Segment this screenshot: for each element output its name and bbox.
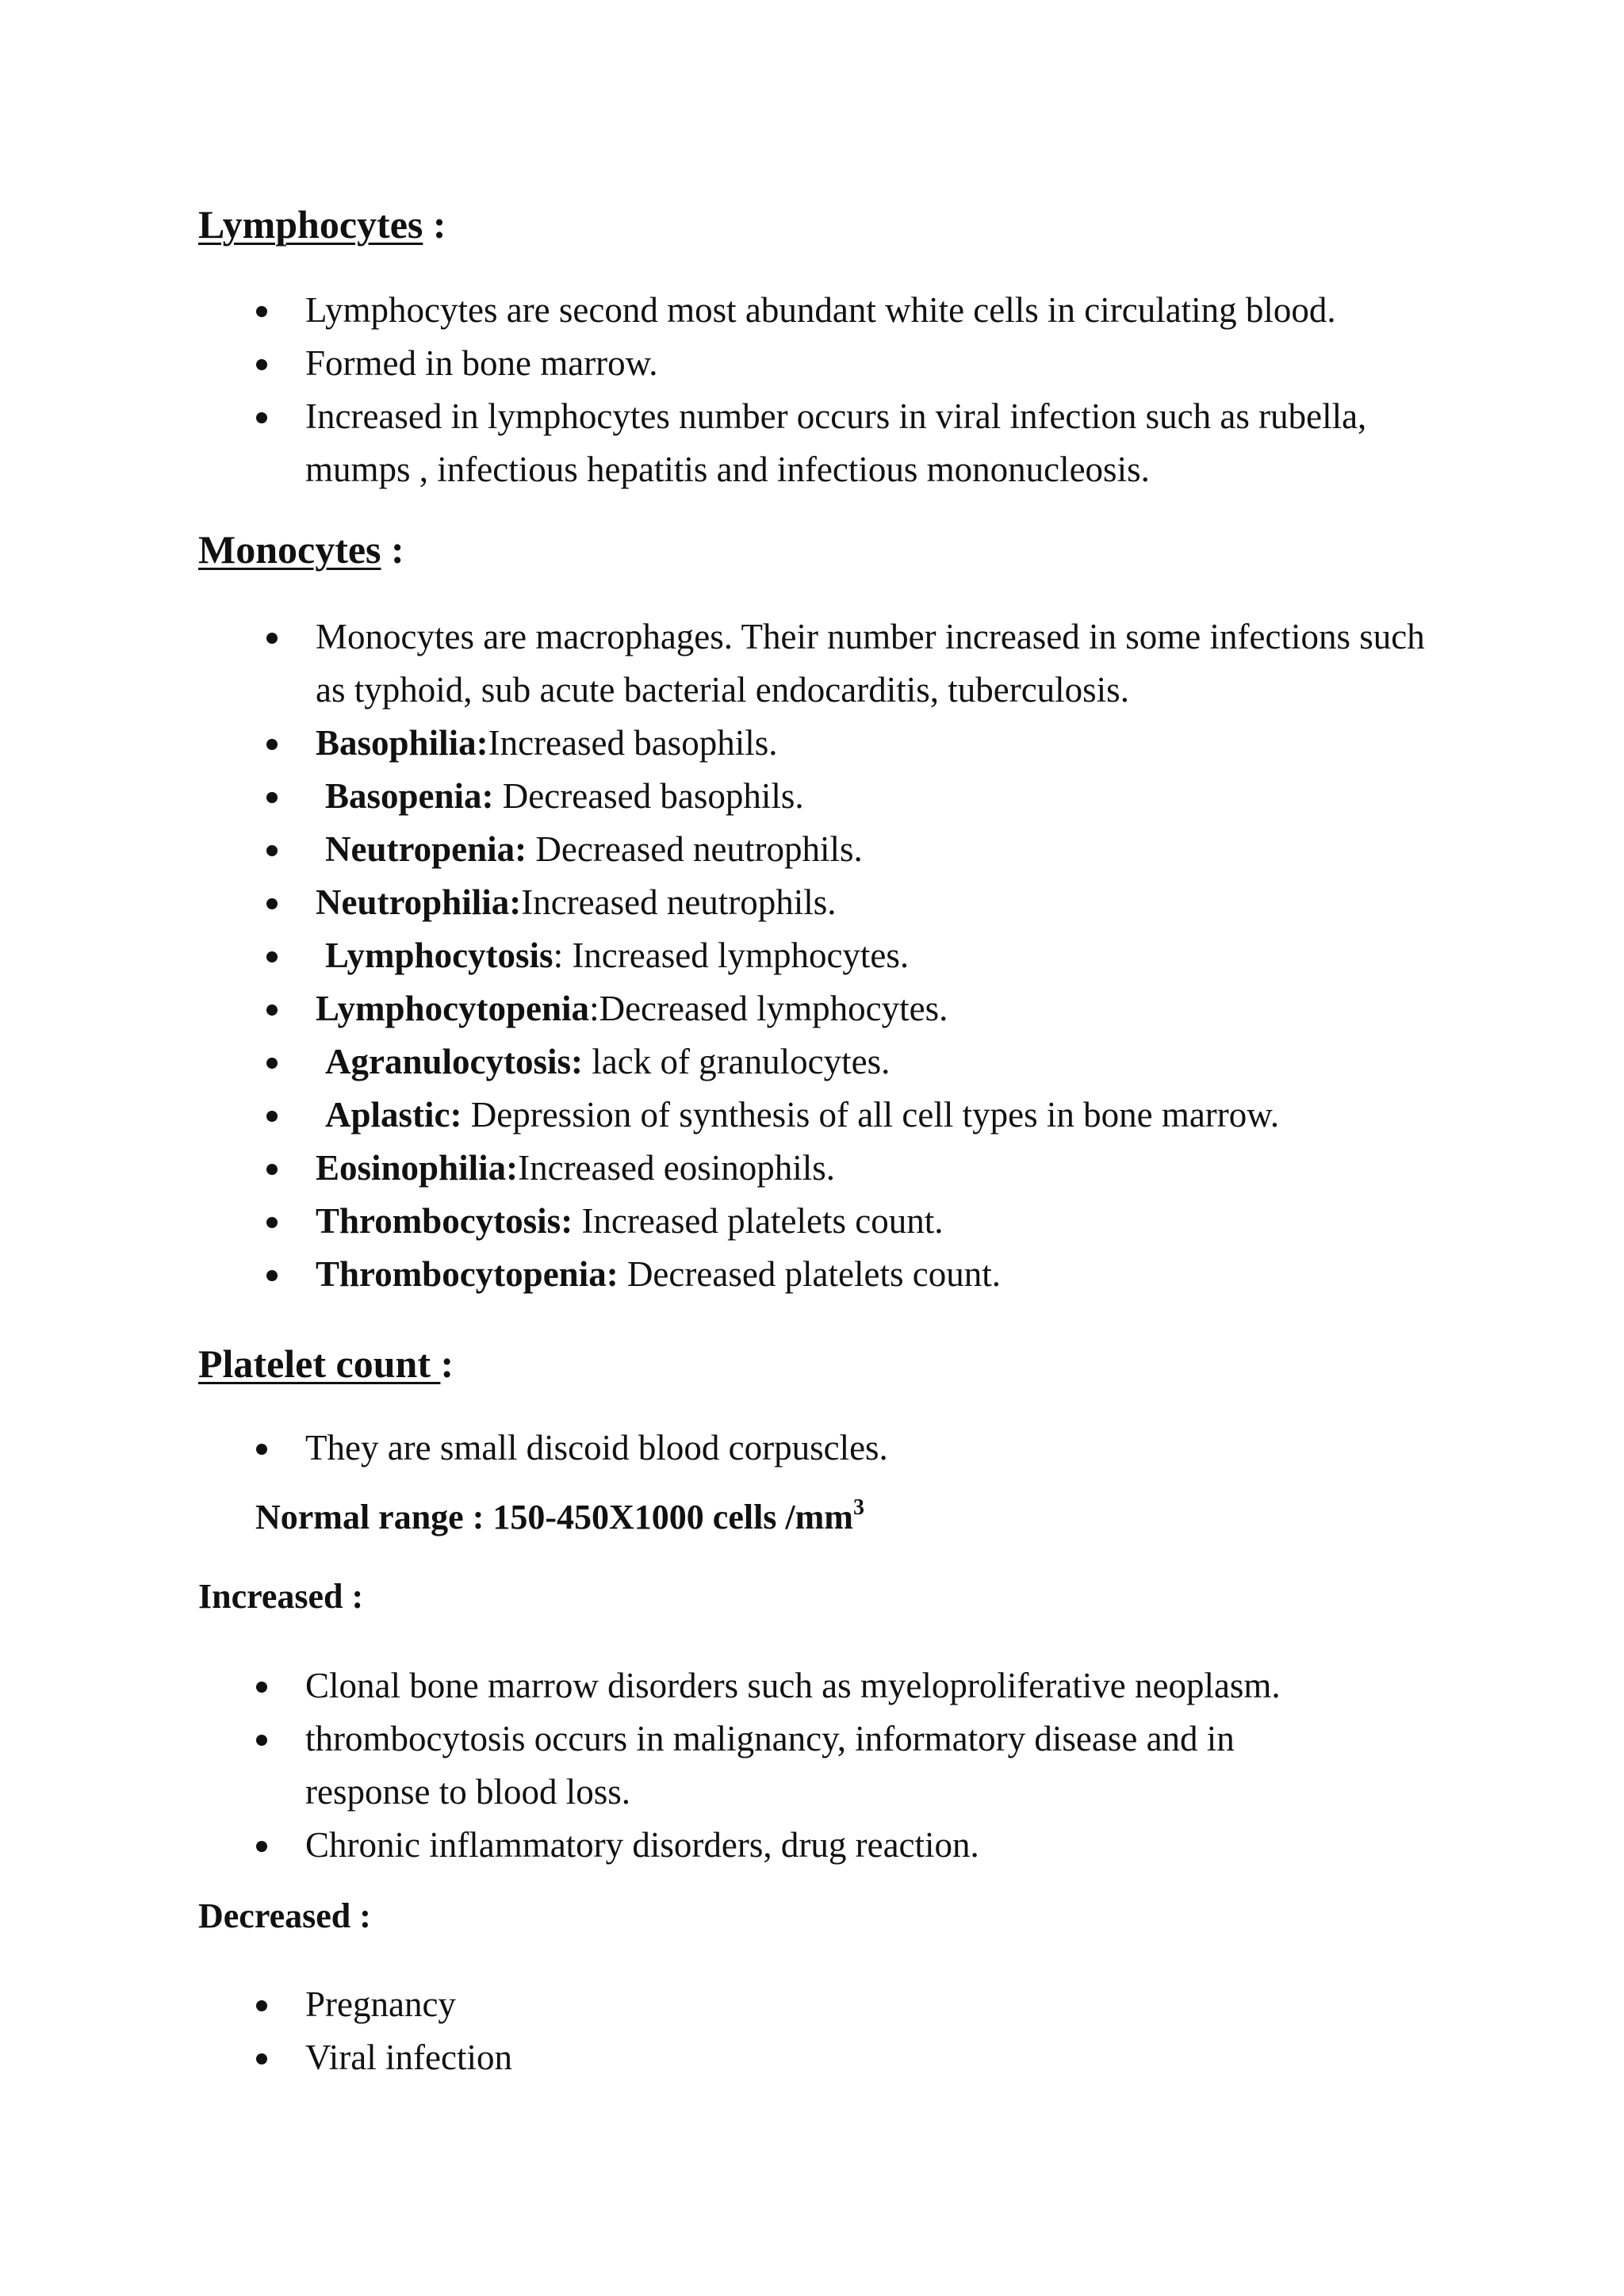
monocytes-colon: : bbox=[381, 527, 404, 572]
term: Thrombocytopenia: bbox=[316, 1254, 619, 1294]
list-item bbox=[316, 770, 1457, 823]
list-item bbox=[316, 1089, 1457, 1142]
term: Basophilia: bbox=[316, 723, 488, 763]
term-desc: : Increased lymphocytes. bbox=[553, 936, 910, 975]
normal-range-superscript: 3 bbox=[852, 1495, 864, 1520]
increased-list bbox=[305, 1659, 1415, 1872]
term: Eosinophilia: bbox=[316, 1148, 519, 1188]
normal-range-text: Normal range : 150-450X1000 cells /mm bbox=[255, 1498, 853, 1536]
list-item bbox=[316, 982, 1457, 1035]
platelet-title: Platelet count bbox=[198, 1341, 441, 1386]
platelet-colon: : bbox=[440, 1341, 454, 1386]
list-item: Viral infection bbox=[305, 2031, 1415, 2084]
term-desc: :Decreased lymphocytes. bbox=[589, 989, 948, 1028]
lymphocytes-colon: : bbox=[423, 202, 446, 247]
monocytes-heading bbox=[198, 526, 404, 573]
increased-label: Increased : bbox=[198, 1577, 364, 1616]
term-desc: Decreased platelets count. bbox=[618, 1254, 1001, 1294]
term-desc: Decreased neutrophils. bbox=[527, 829, 863, 869]
decreased-list bbox=[305, 1978, 1415, 2084]
term: Aplastic: bbox=[325, 1095, 462, 1135]
normal-range bbox=[255, 1495, 864, 1544]
list-item: Pregnancy bbox=[305, 1978, 1415, 2031]
term: Lymphocytopenia bbox=[316, 989, 590, 1028]
list-item bbox=[316, 929, 1457, 982]
monocytes-title: Monocytes bbox=[198, 527, 381, 572]
term-desc: Increased basophils. bbox=[488, 723, 778, 763]
list-item bbox=[316, 1142, 1457, 1195]
term-desc: Depression of synthesis of all cell types in bone marrow. bbox=[462, 1095, 1280, 1135]
lymphocytes-title: Lymphocytes bbox=[198, 202, 423, 247]
list-item: Monocytes are macrophages. Their number increased in some infections such as typhoid, sub acute bacterial endocarditis, tuberculosis. bbox=[316, 610, 1457, 717]
term-desc: Decreased basophils. bbox=[493, 776, 804, 816]
term: Neutropenia: bbox=[325, 829, 527, 869]
term-desc: Increased eosinophils. bbox=[518, 1148, 835, 1188]
list-item: They are small discoid blood corpuscles. bbox=[305, 1422, 1479, 1475]
term: Agranulocytosis: bbox=[325, 1042, 583, 1081]
list-item bbox=[316, 1035, 1457, 1089]
term-desc: Increased platelets count. bbox=[573, 1201, 944, 1241]
platelet-heading bbox=[198, 1340, 454, 1387]
list-item bbox=[316, 1248, 1457, 1301]
monocytes-list bbox=[316, 610, 1457, 1301]
list-item: Chronic inflammatory disorders, drug reaction. bbox=[305, 1819, 1415, 1872]
list-item bbox=[316, 717, 1457, 770]
list-item: Formed in bone marrow. bbox=[305, 337, 1479, 390]
list-item: thrombocytosis occurs in malignancy, informatory disease and in response to blood loss. bbox=[305, 1712, 1352, 1819]
term-desc: lack of granulocytes. bbox=[583, 1042, 891, 1081]
list-item: Increased in lymphocytes number occurs in viral infection such as rubella, mumps , infectious hepatitis and infectious mononucleosis. bbox=[305, 390, 1384, 496]
list-item: Clonal bone marrow disorders such as myeloproliferative neoplasm. bbox=[305, 1659, 1415, 1712]
term: Lymphocytosis bbox=[325, 936, 553, 975]
platelet-list bbox=[305, 1422, 1479, 1475]
term-desc: Increased neutrophils. bbox=[521, 882, 837, 922]
term: Neutrophilia: bbox=[316, 882, 522, 922]
list-item bbox=[316, 823, 1457, 876]
decreased-label: Decreased : bbox=[198, 1896, 371, 1935]
lymphocytes-heading bbox=[198, 201, 446, 248]
list-item: Lymphocytes are second most abundant white cells in circulating blood. bbox=[305, 284, 1479, 337]
lymphocytes-list bbox=[305, 284, 1479, 496]
list-item bbox=[316, 876, 1457, 929]
term: Thrombocytosis: bbox=[316, 1201, 573, 1241]
list-item bbox=[316, 1195, 1457, 1248]
term: Basopenia: bbox=[325, 776, 494, 816]
